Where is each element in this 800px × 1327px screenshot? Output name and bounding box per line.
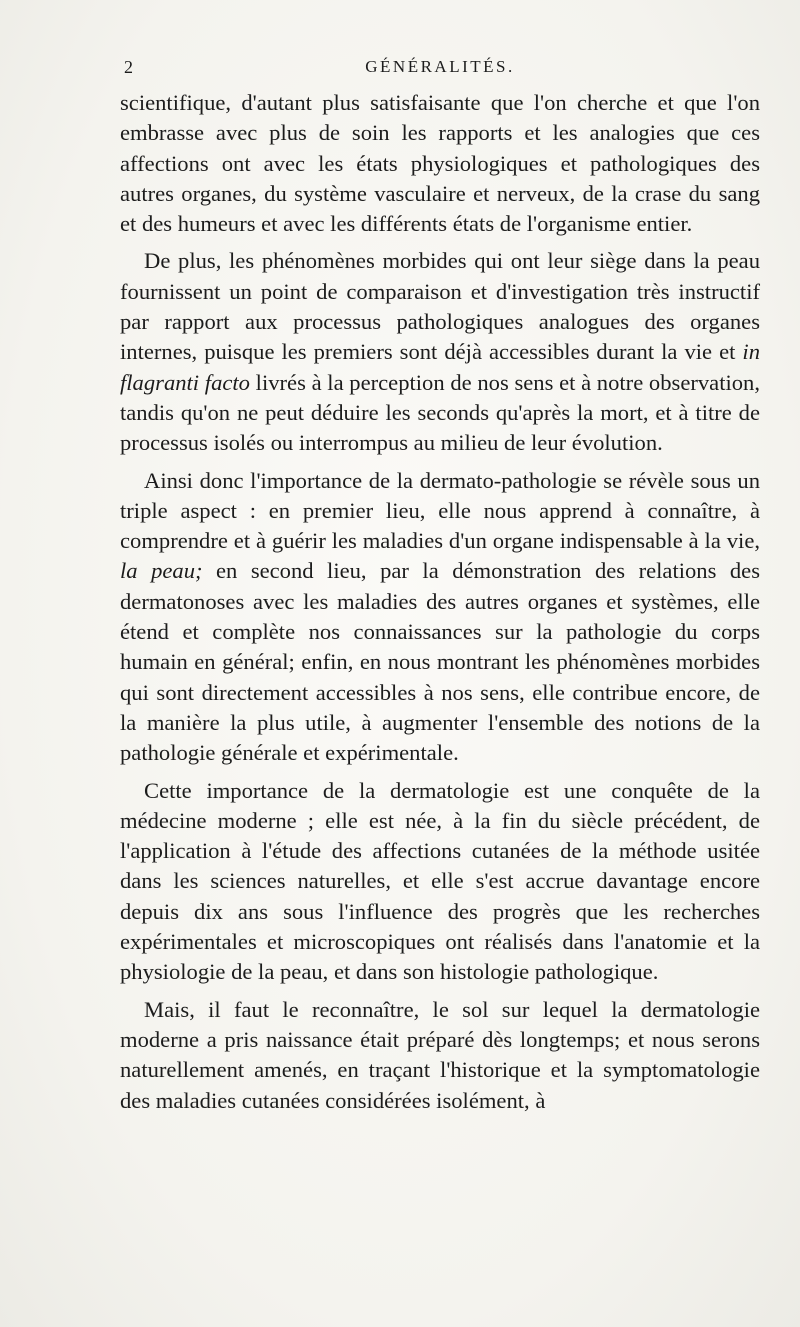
page-header [120, 54, 760, 80]
paragraph-text: Ainsi donc l'importance de la dermato-pathologie se révèle sous un triple aspect : en premier lieu, elle nous apprend à connaître, à comprendre et à guérir les maladies d'un organe indispensable à la vie, [120, 467, 760, 554]
paragraph-2 [120, 246, 760, 458]
paragraph-text: en second lieu, par la démonstration des relations des dermatonoses avec les maladies des autres organes et systèmes, elle étend et complète nos connaissances sur la pathologie du corps humain en général; enfin, en nous montrant les phénomènes morbides qui sont directement accessibles à nos sens, elle contribue encore, de la manière la plus utile, à augmenter l'ensemble des notions de la pathologie générale et expérimentale. [120, 558, 760, 766]
italic-phrase: la peau; [120, 558, 203, 584]
paragraph-1 [120, 88, 760, 239]
paragraph-text: Mais, il faut le reconnaître, le sol sur lequel la dermatologie moderne a pris naissance était préparé dès longtemps; et nous serons naturellement amenés, en traçant l'historique et la symptomatologie des maladies cutanées considérées isolément, à [120, 996, 760, 1113]
paragraph-text: scientifique, d'autant plus satisfaisante que l'on cherche et que l'on embrasse avec plus de soin les rapports et les analogies que ces affections ont avec les états physiologiques et pathologiques des autres organes, du système vasculaire et nerveux, de la crase du sang et des humeurs et avec les différents états de l'organisme entier. [120, 90, 760, 237]
paragraph-3 [120, 466, 760, 769]
paragraph-text: De plus, les phénomènes morbides qui ont leur siège dans la peau fournissent un point de comparaison et d'investigation très instructif par rapport aux processus pathologiques analogues des organes internes, puisque les premiers sont déjà accessibles durant la vie et [120, 248, 760, 365]
paragraph-5 [120, 995, 760, 1116]
italic-phrase: in flagranti facto [120, 339, 760, 395]
body-text [120, 88, 760, 1116]
paragraph-text: livrés à la perception de nos sens et à notre observation, tandis qu'on ne peut déduire les seconds qu'après la mort, et à titre de processus isolés ou interrompus au milieu de leur évolution. [120, 369, 760, 456]
running-head: GÉNÉRALITÉS. [365, 57, 515, 76]
paragraph-text: Cette importance de la dermatologie est une conquête de la médecine moderne ; elle est née, à la fin du siècle précédent, de l'application à l'étude des affections cutanées de la méthode usitée dans les sciences naturelles, et elle s'est accrue davantage encore depuis dix ans sous l'influence des progrès que les recherches expérimentales et microscopiques ont réalisés dans l'anatomie et la physiologie de la peau, et dans son histologie pathologique. [120, 777, 760, 985]
paragraph-4 [120, 776, 760, 988]
page-number: 2 [124, 57, 133, 77]
